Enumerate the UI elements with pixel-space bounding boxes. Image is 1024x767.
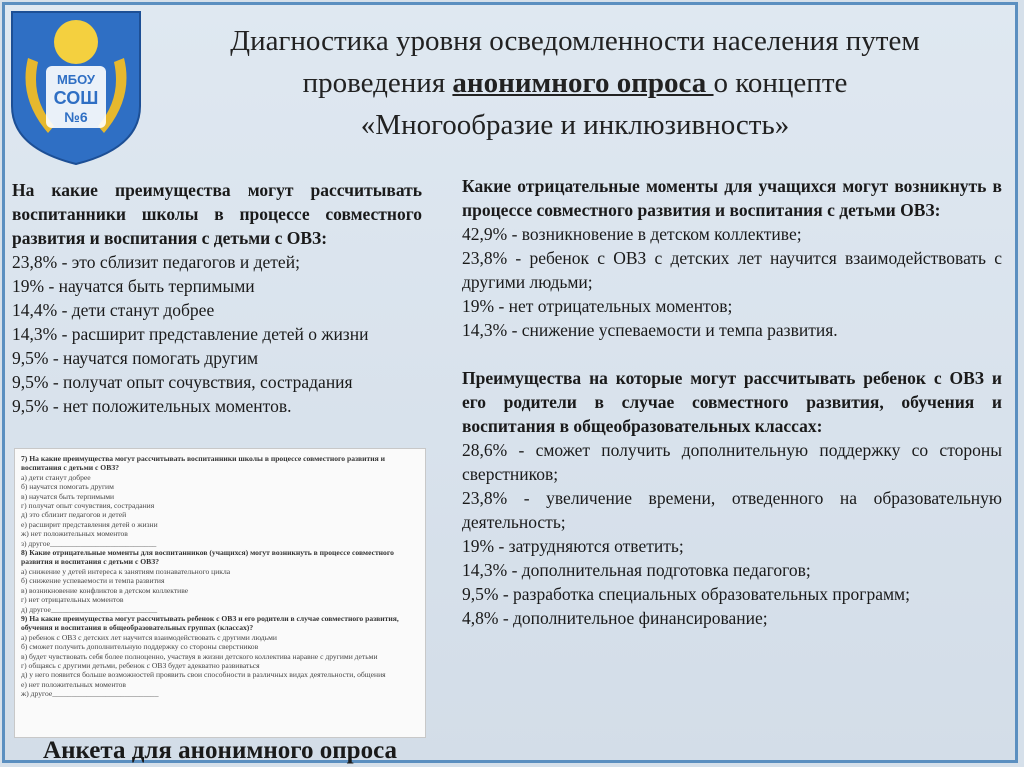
list-item: 19% - научатся быть терпимыми xyxy=(12,276,255,296)
list-item: 9,5% - научатся помогать другим xyxy=(12,348,259,368)
questionnaire-line: б) снижение успеваемости и темпа развития xyxy=(21,576,165,586)
list-item: 42,9% - возникновение в детском коллективе; xyxy=(462,224,802,244)
title-line-1: Диагностика уровня осведомленности населения путем xyxy=(230,25,920,57)
questionnaire-line: д) у него появится больше возможностей проявить свои способности в различных видах деятельности, общения xyxy=(21,670,386,680)
emblem-text-mid: СОШ xyxy=(53,88,99,108)
questionnaire-line: в) возникновение конфликтов в детском коллективе xyxy=(21,585,189,595)
questionnaire-line: ж) другое____________________________ xyxy=(21,689,159,699)
list-item: 23,8% - это сблизит педагогов и детей; xyxy=(12,252,300,272)
title-line-2 xyxy=(160,62,990,104)
questionnaire-line: б) научатся помогать другим xyxy=(21,482,114,492)
list-item: 9,5% - получат опыт сочувствия, сострадания xyxy=(12,372,353,392)
questionnaire-line: г) нет отрицательных моментов xyxy=(21,595,124,605)
list-item: 9,5% - разработка специальных образовательных программ; xyxy=(462,584,910,604)
questionnaire-line: а) ребенок с ОВЗ с детских лет научится взаимодействовать с другими людьми xyxy=(21,632,277,642)
list-item: 14,3% - дополнительная подготовка педагогов; xyxy=(462,560,811,580)
questionnaire-line: б) сможет получить дополнительную поддержку со стороны сверстников xyxy=(21,642,259,652)
questionnaire-line: ж) нет положительных моментов xyxy=(21,529,128,539)
left-column xyxy=(12,178,422,418)
right-question-1: Какие отрицательные моменты для учащихся могут возникнуть в процессе совместного развития и воспитания с детьми ОВЗ: xyxy=(462,176,1002,220)
title-line-2-start: проведения xyxy=(302,67,453,99)
emblem-text-top: МБОУ xyxy=(56,72,96,87)
list-item: 14,3% - снижение успеваемости и темпа развития. xyxy=(462,320,838,340)
list-item: 19% - нет отрицательных моментов; xyxy=(462,296,733,316)
questionnaire-line: а) снижение у детей интереса к занятиям познавательного цикла xyxy=(21,566,231,576)
list-item: 23,8% - ребенок с ОВЗ с детских лет научится взаимодействовать с другими людьми; xyxy=(462,248,1002,292)
list-item: 19% - затрудняются ответить; xyxy=(462,536,684,556)
left-question: На какие преимущества могут рассчитывать воспитанники школы в процессе совместного развития и воспитания с детьми с ОВЗ: xyxy=(12,180,422,248)
school-emblem-icon xyxy=(8,8,144,168)
list-item: 14,4% - дети станут добрее xyxy=(12,300,215,320)
list-item: 9,5% - нет положительных моментов. xyxy=(12,396,292,416)
right-column xyxy=(462,174,1002,630)
questionnaire-line: г) общаясь с другими детьми, ребенок с ОВЗ будет адекватно развиваться xyxy=(21,660,260,670)
list-item: 23,8% - увеличение времени, отведенного на образовательную деятельность; xyxy=(462,488,1002,532)
right-answers-list-1 xyxy=(462,222,1002,342)
questionnaire-line: в) научатся быть терпимыми xyxy=(21,491,115,501)
questionnaire-line: д) это сблизит педагогов и детей xyxy=(21,510,127,520)
right-question-2: Преимущества на которые могут рассчитывать ребенок с ОВЗ и его родители в случае совместного развития, обучения и воспитания в общеобразовательных классах: xyxy=(462,368,1002,436)
questionnaire-line: з) другое____________________________ xyxy=(21,538,157,548)
questionnaire-caption: Анкета для анонимного опроса xyxy=(43,737,397,764)
list-item: 28,6% - сможет получить дополнительную поддержку со стороны сверстников; xyxy=(462,440,1002,484)
questionnaire-line: е) расширит представления детей о жизни xyxy=(21,519,158,529)
spacer xyxy=(462,342,1002,366)
questionnaire-line: г) получат опыт сочувствия, сострадания xyxy=(21,501,155,511)
title-line-2-end: о концепте xyxy=(713,67,848,99)
questionnaire-line: е) нет положительных моментов xyxy=(21,679,127,689)
questionnaire-line: 7) На какие преимущества могут рассчитывать воспитанники школы в процессе совместного развития и воспитания с детьми с ОВЗ? xyxy=(21,454,386,473)
questionnaire-line: д) другое____________________________ xyxy=(21,604,158,614)
page-title xyxy=(160,20,990,146)
right-answers-list-2 xyxy=(462,438,1002,630)
list-item: 14,3% - расширит представление детей о жизни xyxy=(12,324,369,344)
title-line-2-emphasis: анонимного опроса xyxy=(452,67,714,99)
questionnaire-line: а) дети станут добрее xyxy=(21,472,91,482)
left-answers-list xyxy=(12,250,422,418)
title-line-3: «Многообразие и инклюзивность» xyxy=(360,109,790,141)
emblem-text-num: №6 xyxy=(64,109,88,125)
list-item: 4,8% - дополнительное финансирование; xyxy=(462,608,768,628)
questionnaire-line: 9) На какие преимущества могут рассчитывать ребенок с ОВЗ и его родители в случае совместного развития, обучения и воспитания в общеобразовательных группах (классах)? xyxy=(21,613,399,633)
questionnaire-line: в) будет чувствовать себя более полноценно, участвуя в жизни детского коллектива наравне с другими детьми xyxy=(21,651,378,661)
questionnaire-scan-image xyxy=(14,448,426,738)
questionnaire-line: 8) Какие отрицательные моменты для воспитанников (учащихся) могут возникнуть в процессе совместного развития и воспитания с детьми с ОВЗ? xyxy=(21,548,394,567)
